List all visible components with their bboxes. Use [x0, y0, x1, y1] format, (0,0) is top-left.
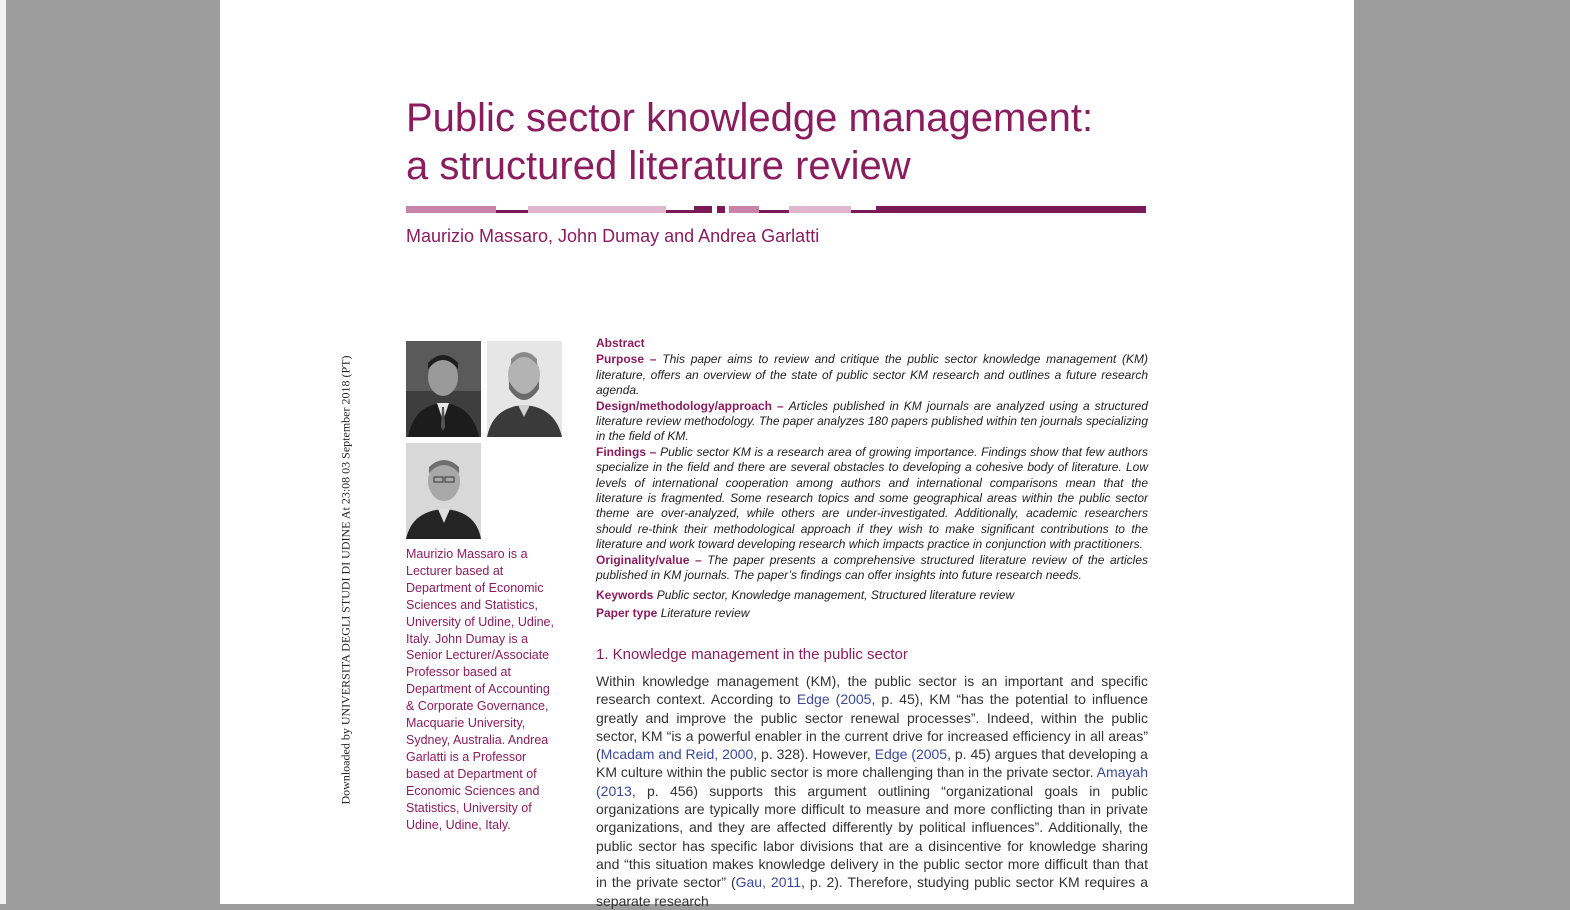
author-photo-massaro	[406, 341, 481, 437]
citation-link[interactable]: Mcadam and Reid, 2000	[600, 746, 754, 763]
findings-label: Findings –	[596, 444, 657, 459]
abstract-block	[596, 336, 1148, 621]
section-heading: 1. Knowledge management in the public sector	[596, 646, 908, 663]
section-body	[596, 672, 1148, 910]
body-text: , p. 456) supports this argument outlining “organizational goals in public organizations are typically more difficult to measure and more conflicting than in private organizations, and they are affected differently by political influences”. Additionally, the public sector has specific labor divisions that are a disincentive for knowledge sharing and “this situation makes knowledge delivery in the public sector more difficult than that in the private sector” (	[596, 782, 1148, 891]
originality-label: Originality/value –	[596, 552, 702, 567]
author-photo-dumay	[487, 341, 562, 437]
rule-segment	[666, 210, 694, 213]
design-label: Design/methodology/approach –	[596, 398, 784, 413]
paper-type-text: Literature review	[660, 605, 750, 620]
abstract-purpose	[596, 352, 1148, 398]
rule-segment	[528, 206, 666, 213]
rule-segment	[789, 206, 851, 213]
abstract-keywords	[596, 588, 1148, 603]
body-text: , p. 2). Therefore, studying public sector KM requires a separate research	[596, 874, 1148, 909]
rule-segment	[694, 206, 712, 213]
abstract-originality	[596, 553, 1148, 584]
citation-link[interactable]: Amayah (2013	[596, 764, 1148, 799]
rule-segment	[496, 210, 528, 213]
author-biographies: Maurizio Massaro is a Lecturer based at Department of Economic Sciences and Statistics, University of Udine, Udine, Italy. John Dumay is a Senior Lecturer/Associate Professor based at Department of Accounting & Corporate Governance, Macquarie University, Sydney, Australia. Andrea Garlatti is a Professor based at Department of Economic Sciences and Statistics, University of Udine, Udine, Italy.	[406, 547, 554, 832]
rule-segment	[729, 206, 759, 213]
paper-type-label: Paper type	[596, 605, 658, 620]
purpose-text: This paper aims to review and critique the public sector knowledge management (KM) literature, offers an overview of the state of public sector KM research and outlines a future research agenda.	[596, 352, 1148, 398]
keywords-text: Public sector, Knowledge management, Structured literature review	[656, 587, 1015, 602]
keywords-label: Keywords	[596, 587, 654, 602]
originality-text: The paper presents a comprehensive structured literature review of the articles published in KM journals. The paper’s findings can offer insights into future research needs.	[596, 552, 1149, 583]
abstract-findings	[596, 445, 1148, 553]
body-text: Within knowledge management (KM), the public sector is an important and specific research context. According to	[596, 673, 1148, 708]
abstract-paper-type	[596, 606, 1148, 621]
rule-segment	[406, 206, 496, 213]
download-watermark-text: Downloaded by UNIVERSITA DEGLI STUDI DI UDINE At 23:08 03 September 2018 (PT)	[338, 355, 353, 805]
abstract-heading: Abstract	[596, 336, 645, 350]
citation-link[interactable]: Edge (2005	[874, 746, 948, 763]
body-text: , p. 328). However,	[753, 746, 875, 763]
article-title	[406, 94, 1146, 190]
article-title-line1: Public sector knowledge management:	[406, 96, 1094, 140]
body-text: , p. 45), KM “has the potential to influence greatly and improve the public sector renewal processes”. Indeed, within the public sector, KM “is a powerful enabler in the current drive for increased efficiency in all areas” (	[596, 691, 1149, 763]
rule-segment	[717, 206, 725, 213]
findings-text: Public sector KM is a research area of growing importance. Findings show that few authors specialize in the field and there are several obstacles to developing a cohesive body of literature. Low levels of international cooperation among authors and international comparisons mean that the literature is fragmented. Some research topics and some geographical areas within the public sector theme are over-analyzed, while others are under-investigated. Additionally, academic researchers should re-think their methodological approach if they wish to make significant contributions to the literature and work toward developing research which impacts practice in conjunction with practitioners.	[596, 444, 1148, 552]
citation-link[interactable]: Gau, 2011	[735, 874, 802, 891]
download-watermark	[336, 350, 356, 810]
rule-segment	[851, 210, 876, 213]
author-photo-garlatti	[406, 443, 481, 539]
article-title-line2: a structured literature review	[406, 144, 911, 188]
citation-link[interactable]: Edge (2005	[796, 691, 872, 708]
author-line: Maurizio Massaro, John Dumay and Andrea Garlatti	[406, 226, 820, 246]
abstract-design	[596, 399, 1148, 445]
rule-segment	[876, 206, 1146, 213]
purpose-label: Purpose –	[596, 352, 657, 367]
design-text: Articles published in KM journals are analyzed using a structured literature review methodology. The paper analyzes 180 papers published within ten journals specializing in the field of KM.	[596, 398, 1148, 444]
body-text: , p. 45) argues that developing a KM culture within the public sector is more challenging than in the private sector.	[596, 746, 1148, 781]
viewer-left-edge	[0, 0, 6, 904]
rule-segment	[759, 210, 789, 213]
